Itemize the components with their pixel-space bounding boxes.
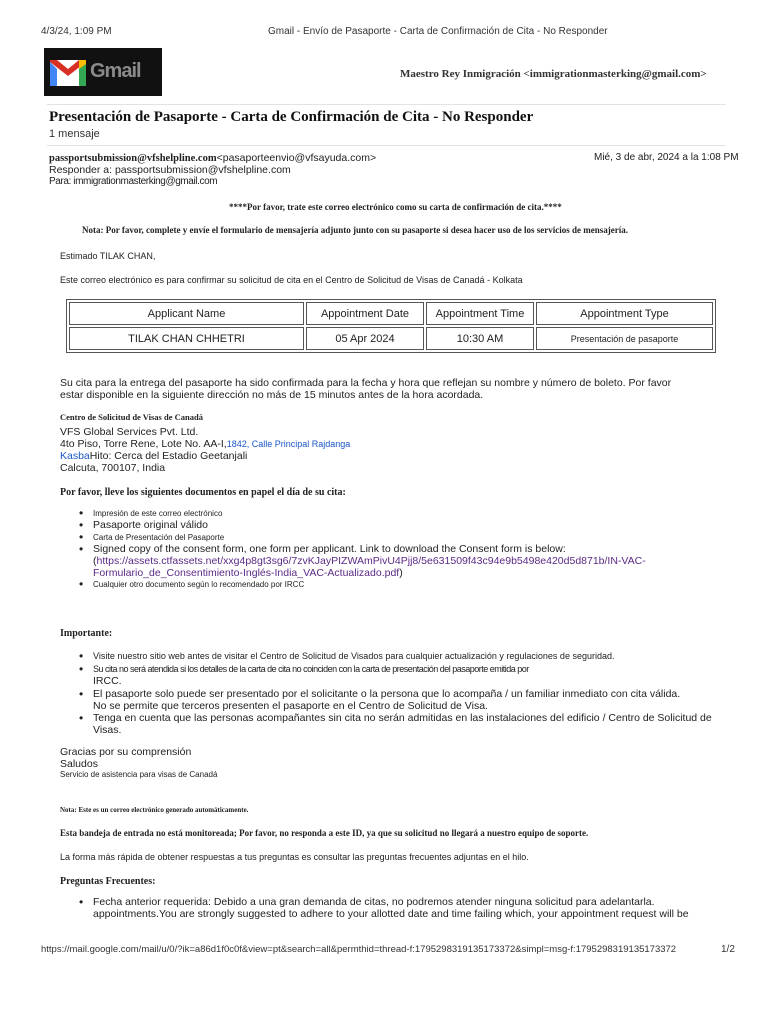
address-text: 4to Piso, Torre Rene, Lote No. AA-I, — [60, 438, 227, 450]
faq-list — [79, 896, 739, 920]
list-item: • Su cita no será atendida si los detalles de la carta de cita no coinciden con la carta de presentación del pasaporte emitida por IRCC. — [79, 663, 739, 687]
gmail-logo-text: Gmail — [90, 60, 141, 82]
list-item: • Fecha anterior requerida: Debido a una gran demanda de citas, no podremos atender ninguna solicitud para adelantarla. appointments.You are strongly suggested to adhere to your allotted date and time failing which, your appointment request will be — [79, 896, 739, 920]
thread-subject: Presentación de Pasaporte - Carta de Confirmación de Cita - No Responder — [49, 109, 534, 125]
message-date: Mié, 3 de abr, 2024 a la 1:08 PM — [594, 152, 739, 163]
faq-hint: La forma más rápida de obtener respuestas a tus preguntas es consultar las preguntas frecuentes adjuntas en el hilo. — [60, 852, 529, 862]
table-header: Appointment Type — [536, 302, 713, 325]
map-link[interactable]: Kasba — [60, 450, 90, 462]
print-datetime: 4/3/24, 1:09 PM — [41, 26, 112, 37]
gmail-logo[interactable] — [44, 48, 162, 96]
confirm-line: estar disponible en la siguiente dirección no más de 15 minutos antes de la hora acordada. — [60, 389, 484, 401]
gmail-m-icon — [48, 52, 88, 92]
account-label: Maestro Rey Inmigración <immigrationmasterking@gmail.com> — [400, 68, 707, 80]
confirm-line: Su cita para la entrega del pasaporte ha sido confirmada para la fecha y hora que reflejan su nombre y número de boleto. Por favor — [60, 377, 672, 389]
faq-heading: Preguntas Frecuentes: — [60, 876, 156, 887]
list-item: • El pasaporte solo puede ser presentado por el solicitante o la persona que lo acompaña / un familiar inmediato con cita válida. No se permite que terceros presenten el pasaporte en el Centro de Solicitud de Visa. — [79, 688, 739, 712]
table-header: Applicant Name — [69, 302, 304, 325]
documents-heading: Por favor, lleve los siguientes documentos en papel el día de su cita: — [60, 487, 346, 498]
list-item: • Pasaporte original válido — [79, 519, 719, 532]
greeting: Estimado TILAK CHAN, — [60, 251, 156, 261]
print-url: https://mail.google.com/mail/u/0/?ik=a86d1f0c0f&view=pt&search=all&permthid=thread-f:1795298319135173372&simpl=msg-f:1795298319135173372 — [41, 944, 677, 955]
sender-alias: <pasaporteenvio@vfsayuda.com> — [216, 152, 377, 164]
appointment-table — [66, 299, 716, 353]
divider — [47, 145, 726, 146]
sender[interactable] — [49, 152, 376, 164]
table-cell: 05 Apr 2024 — [306, 327, 424, 350]
note: Nota: Por favor, complete y envíe el formulario de mensajería adjunto junto con su pasaporte si desea hacer uso de los servicios de mensajería. — [82, 225, 629, 235]
important-list — [79, 650, 739, 736]
map-link[interactable]: 1842, Calle Principal Rajdanga — [226, 439, 351, 449]
auto-note: Nota: Este es un correo electrónico generado automáticamente. — [60, 806, 249, 814]
list-item: • Signed copy of the consent form, one form per applicant. Link to download the Consent form is below: (https://assets.ctfassets.net/xxg4p8gt3sg6/7zvKJayPIZWAmPivU4Pjj8/5e631509f43c94e9b5498e420d5d871b/IN-VAC- Formulario_de_Consentimiento-Inglés-India_VAC-Actualizado.pdf) — [79, 543, 719, 579]
important-heading: Importante: — [60, 628, 113, 639]
recipient: Para: immigrationmasterking@gmail.com — [49, 176, 218, 187]
address-text: Hito: Cerca del Estadio Geetanjali — [89, 450, 248, 462]
signature: Servicio de asistencia para visas de Canadá — [60, 770, 218, 779]
print-title: Gmail - Envío de Pasaporte - Carta de Confirmación de Cita - No Responder — [268, 26, 608, 37]
unmonitored-note: Esta bandeja de entrada no está monitoreada; Por favor, no responda a este ID, ya que su solicitud no llegará a nuestro equipo de soporte. — [60, 828, 589, 838]
list-item: • Visite nuestro sitio web antes de visitar el Centro de Solicitud de Visados para cualquier actualización y regulaciones de seguridad. — [79, 650, 739, 662]
closing-regards: Saludos — [60, 758, 98, 770]
list-item: • Cualquier otro documento según lo recomendado por IRCC — [79, 579, 719, 590]
address-city: Calcuta, 700107, India — [60, 462, 166, 474]
address-line — [60, 438, 350, 450]
table-header: Appointment Time — [426, 302, 534, 325]
sender-email: passportsubmission@vfshelpline.com — [49, 153, 217, 164]
reply-to: Responder a: passportsubmission@vfshelpline.com — [49, 164, 291, 176]
documents-list — [79, 508, 719, 590]
table-cell: 10:30 AM — [426, 327, 534, 350]
table-header-row — [69, 302, 713, 325]
address-company: VFS Global Services Pvt. Ltd. — [60, 426, 199, 438]
page-number: 1/2 — [721, 944, 735, 955]
address-line — [60, 450, 247, 462]
message-count: 1 mensaje — [49, 128, 100, 140]
list-item: • Impresión de este correo electrónico — [79, 508, 719, 519]
list-item: • Tenga en cuenta que las personas acompañantes sin cita no serán admitidas en las instalaciones del edificio / Centro de Solicitud de Visas. — [79, 712, 739, 736]
notice: ****Por favor, trate este correo electrónico como su carta de confirmación de cita.**** — [229, 202, 562, 212]
table-row — [69, 327, 713, 350]
consent-form-link[interactable]: https://assets.ctfassets.net/xxg4p8gt3sg6/7zvKJayPIZWAmPivU4Pjj8/5e631509f43c94e9b5498e420d5d871b/IN-VAC- Formulario_de_Consentimiento-Inglés-India_VAC-Actualizado.pdf — [93, 555, 646, 579]
intro: Este correo electrónico es para confirmar su solicitud de cita en el Centro de Solicitud de Visas de Canadá - Kolkata — [60, 275, 523, 285]
address-heading: Centro de Solicitud de Visas de Canadá — [60, 412, 203, 422]
table-cell: Presentación de pasaporte — [536, 327, 713, 350]
table-header: Appointment Date — [306, 302, 424, 325]
list-item: • Carta de Presentación del Pasaporte — [79, 532, 719, 543]
closing-thanks: Gracias por su comprensión — [60, 746, 192, 758]
table-cell: TILAK CHAN CHHETRI — [69, 327, 304, 350]
divider — [47, 104, 726, 105]
